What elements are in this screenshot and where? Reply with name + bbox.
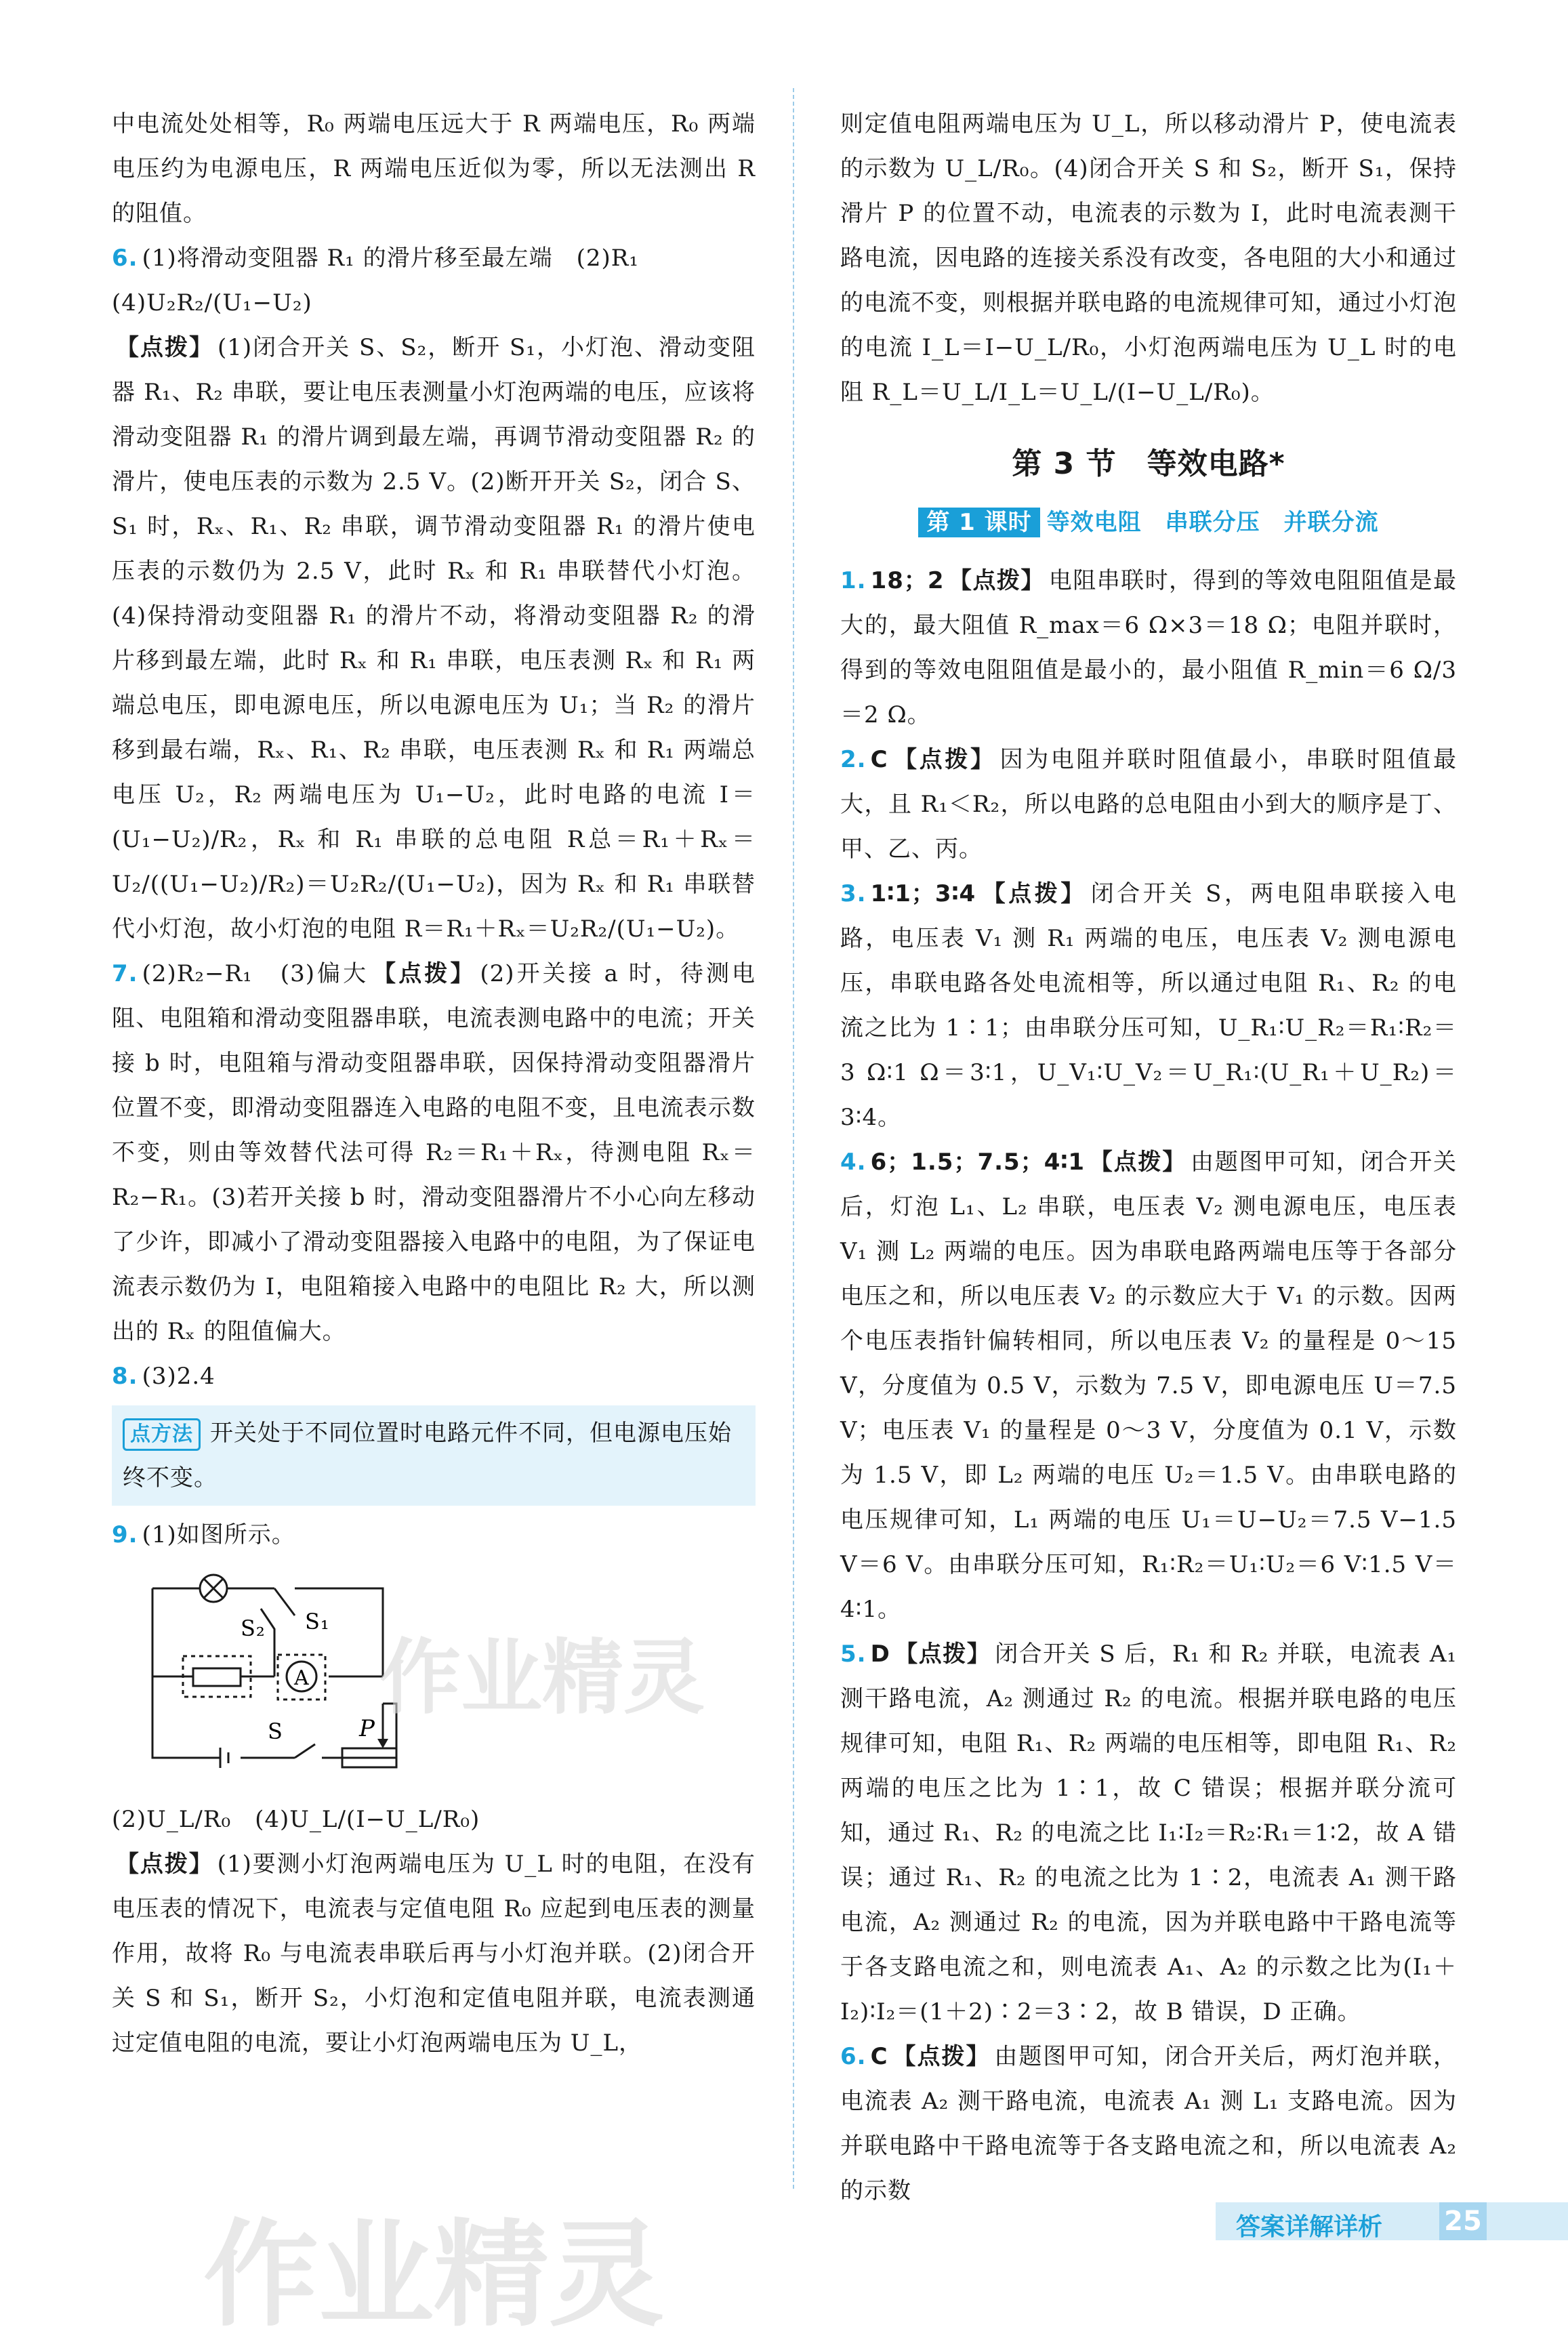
answer-9-formula: (2)U_L/R₀ (4)U_L/(I−U_L/R₀) [112,1806,480,1833]
left-column [112,102,756,2065]
lesson-title: 等效电阻 串联分压 并联分流 [1046,509,1379,536]
right-column [840,102,1457,2213]
answer-6: 6. (1)将滑动变阻器 R₁ 的滑片移至最左端 (2)R₁ [112,245,639,272]
tip-label: 【点拨】 [116,1851,213,1878]
question-number: 3. [840,880,867,907]
lamp-cross [204,1579,223,1598]
answer-9: 9. (1)如图所示。 [112,1521,295,1548]
answer-9-explanation: 【点拨】 (1)要测小灯泡两端电压为 U_L 时的电阻，在没有电压表的情况下，电流表与定值电阻 R₀ 应起到电压表的测量作用，故将 R₀ 与电流表串联后再与小灯泡并联。(2)闭合开关 S 和 S₁，断开 S₂，小灯泡和定值电阻并联，电流表测通过定值电阻的电流，要让小灯泡两端电压为 U_L， [112,1851,756,2057]
lesson-badge: 第 1 课时 [918,508,1039,537]
footer-label: 答案详解详析 [1236,2213,1383,2241]
question-number: 6. [112,245,138,272]
question-number: 1. [840,567,867,594]
watermark-top: 作业精灵 [379,1631,705,1725]
battery-icon [220,1748,228,1768]
tip-label: 【点拨】 [892,2043,991,2070]
page-footer [1216,2202,1568,2240]
tip-label: 【点拨】 [980,880,1087,907]
lesson-heading [840,500,1457,545]
column-divider [793,88,794,2189]
question-number: 6. [840,2043,867,2070]
answer-7: 7. (2)R₂−R₁ (3)偏大 【点拨】 (2)开关接 a 时，待测电阻、电阻箱和滑动变阻器串联，电流表测电路中的电流；开关接 b 时，电阻箱与滑动变阻器串联，因保持滑动变阻器滑片位置不变，即滑动变阻器连入电路的电阻不变，且电流表示数不变，则由等效替代法可得 R₂＝R₁＋Rₓ，待测电阻 Rₓ＝R₂−R₁。(3)若开关接 b 时，滑动变阻器滑片不小心向左移动了少许，即减小了滑动变阻器接入电路中的电阻，为了保证电流表示数仍为 I，电阻箱接入电路中的电阻比 R₂ 大，所以测出的 Rₓ 的阻值偏大。 [112,960,756,1345]
right-paragraph-0: 则定值电阻两端电压为 U_L，所以移动滑片 P，使电流表的示数为 U_L/R₀。(4)闭合开关 S 和 S₂，断开 S₁，保持滑片 P 的位置不动，电流表的示数为 I，此时电流表测干路电流，因电路的连接关系没有改变，各电阻的大小和通过的电流不变，则根据并联电路的电流规律可知，通过小灯泡的电流 I_L＝I−U_L/R₀，小灯泡两端电压为 U_L 时的电阻 R_L＝U_L/I_L＝U_L/(I−U_L/R₀)。 [840,110,1457,406]
tip-label: 【点拨】 [373,960,476,987]
label-s2: S₂ [241,1615,266,1641]
question-number: 8. [112,1363,138,1390]
answer-r5: 5. D 【点拨】 闭合开关 S 后，R₁ 和 R₂ 并联，电流表 A₁ 测干路电流，A₂ 测通过 R₂ 的电流。根据并联电路的电压规律可知，电阻 R₁、R₂ 两端的电压相等，即电阻 R₁、R₂ 两端的电压之比为 1∶1，故 C 错误；根据并联分流可知，通过 R₁、R₂ 的电流之比 I₁∶I₂＝R₂∶R₁＝1∶2，故 A 错误；通过 R₁、R₂ 的电流之比为 1∶2，电流表 A₁ 测干路电流，A₂ 测通过 R₂ 的电流，因为并联电路中干路电流等于各支路电流之和，则电流表 A₁、A₂ 的示数之比为(I₁＋I₂)∶I₂＝(1＋2)∶2＝3∶2，故 B 错误，D 正确。 [840,1641,1458,2025]
tip-label: 【点拨】 [1089,1149,1187,1176]
answer-r6: 6. C 【点拨】 由题图甲可知，闭合开关后，两灯泡并联，电流表 A₂ 测干路电流，电流表 A₁ 测 L₁ 支路电流。因为并联电路中干路电流等于各支路电流之和，所以电流表 A₂ 的示数 [840,2043,1458,2204]
resistor-icon [193,1668,241,1686]
label-s: S [268,1718,283,1744]
section-title: 第 3 节 等效电路* [1012,447,1285,481]
label-a: A [294,1666,310,1690]
answer-8: 8. (3)2.4 [112,1363,215,1390]
tip-label: 【点拨】 [948,567,1045,594]
label-p: P [359,1715,375,1742]
switch-s [295,1744,315,1758]
method-box: 点方法 开关处于不同位置时电路元件不同，但电源电压始终不变。 [112,1405,756,1506]
switch-s1 [274,1588,295,1615]
tip-label: 【点拨】 [894,1641,991,1668]
question-number: 5. [840,1641,867,1668]
page-number: 25 [1439,2202,1487,2240]
slider-arrow-icon [377,1739,388,1748]
answer-r2: 2. C 【点拨】 因为电阻并联时阻值最小，串联时阻值最大，且 R₁＜R₂，所以电路的总电阻由小到大的顺序是丁、甲、乙、丙。 [840,746,1458,863]
question-number: 2. [840,746,867,773]
answer-r3: 3. 1∶1；3∶4 【点拨】 闭合开关 S，两电阻串联接入电路，电压表 V₁ 测 R₁ 两端的电压，电压表 V₂ 测电源电压，串联电路各处电流相等，所以通过电阻 R₁、R₂ 的电流之比为 1∶1；由串联分压可知，U_R₁∶U_R₂＝R₁∶R₂＝3 Ω∶1 Ω＝3∶1，U_V₁∶U_V₂＝U_R₁∶(U_R₁＋U_R₂)＝3∶4。 [840,880,1458,1131]
question-number: 7. [112,960,138,987]
answer-r1: 1. 18；2 【点拨】 电阻串联时，得到的等效电阻阻值是最大的，最大阻值 R_max＝6 Ω×3＝18 Ω；电阻并联时，得到的等效电阻阻值是最小的，最小阻值 R_min＝6 Ω/3＝2 Ω。 [840,567,1458,728]
question-number: 9. [112,1521,138,1548]
tip-label: 【点拨】 [892,746,996,773]
question-number: 4. [840,1149,867,1176]
watermark-bottom: 作业精灵 [203,2208,665,2343]
left-paragraph-0: 中电流处处相等，R₀ 两端电压远大于 R 两端电压，R₀ 两端电压约为电源电压，R 两端电压近似为零，所以无法测出 R 的阻值。 [112,110,756,227]
answer-6-formula: (4)U₂R₂/(U₁−U₂) [112,289,312,316]
answer-r4: 4. 6；1.5；7.5；4∶1 【点拨】 由题图甲可知，闭合开关后，灯泡 L₁、L₂ 串联，电压表 V₂ 测电源电压，电压表 V₁ 测 L₂ 两端的电压。因为串联电路两端电压等于各部分电压之和，所以电压表 V₂ 的示数应大于 V₁ 的示数。因两个电压表指针偏转相同，所以电压表 V₂ 的量程是 0～15 V，分度值为 0.5 V，示数为 7.5 V，即电源电压 U＝7.5 V；电压表 V₁ 的量程是 0～3 V，分度值为 0.1 V，示数为 1.5 V，即 L₂ 两端的电压 U₂＝1.5 V。由串联电路的电压规律可知，L₁ 两端的电压 U₁＝U−U₂＝7.5 V−1.5 V＝6 V。由串联分压可知，R₁∶R₂＝U₁∶U₂＝6 V∶1.5 V＝4∶1。 [840,1149,1458,1623]
tip-label: 【点拨】 [116,334,214,361]
method-tag: 点方法 [123,1418,201,1451]
answer-6-explanation: 【点拨】 (1)闭合开关 S、S₂，断开 S₁，小灯泡、滑动变阻器 R₁、R₂ 串联，要让电压表测量小灯泡两端的电压，应该将滑动变阻器 R₁ 的滑片调到最左端，再调节滑动变阻器 R₂ 的滑片，使电压表的示数为 2.5 V。(2)断开开关 S₂，闭合 S、S₁ 时，Rₓ、R₁、R₂ 串联，调节滑动变阻器 R₁ 的滑片使电压表的示数仍为 2.5 V，此时 Rₓ 和 R₁ 串联替代小灯泡。(4)保持滑动变阻器 R₁ 的滑片不动，将滑动变阻器 R₂ 的滑片移到最左端，此时 Rₓ 和 R₁ 串联，电压表测 Rₓ 和 R₁ 两端总电压，即电源电压，所以电源电压为 U₁；当 R₂ 的滑片移到最右端，Rₓ、R₁、R₂ 串联，电压表测 Rₓ 和 R₁ 两端总电压 U₂，R₂ 两端电压为 U₁−U₂，此时电路的电流 I＝(U₁−U₂)/R₂，Rₓ 和 R₁ 串联的总电阻 R总＝R₁＋Rₓ＝U₂/((U₁−U₂)/R₂)＝U₂R₂/(U₁−U₂)，因为 Rₓ 和 R₁ 串联替代小灯泡，故小灯泡的电阻 R＝R₁＋Rₓ＝U₂R₂/(U₁−U₂)。 [112,334,756,943]
top-wire [152,1588,383,1676]
label-s1: S₁ [305,1609,330,1634]
